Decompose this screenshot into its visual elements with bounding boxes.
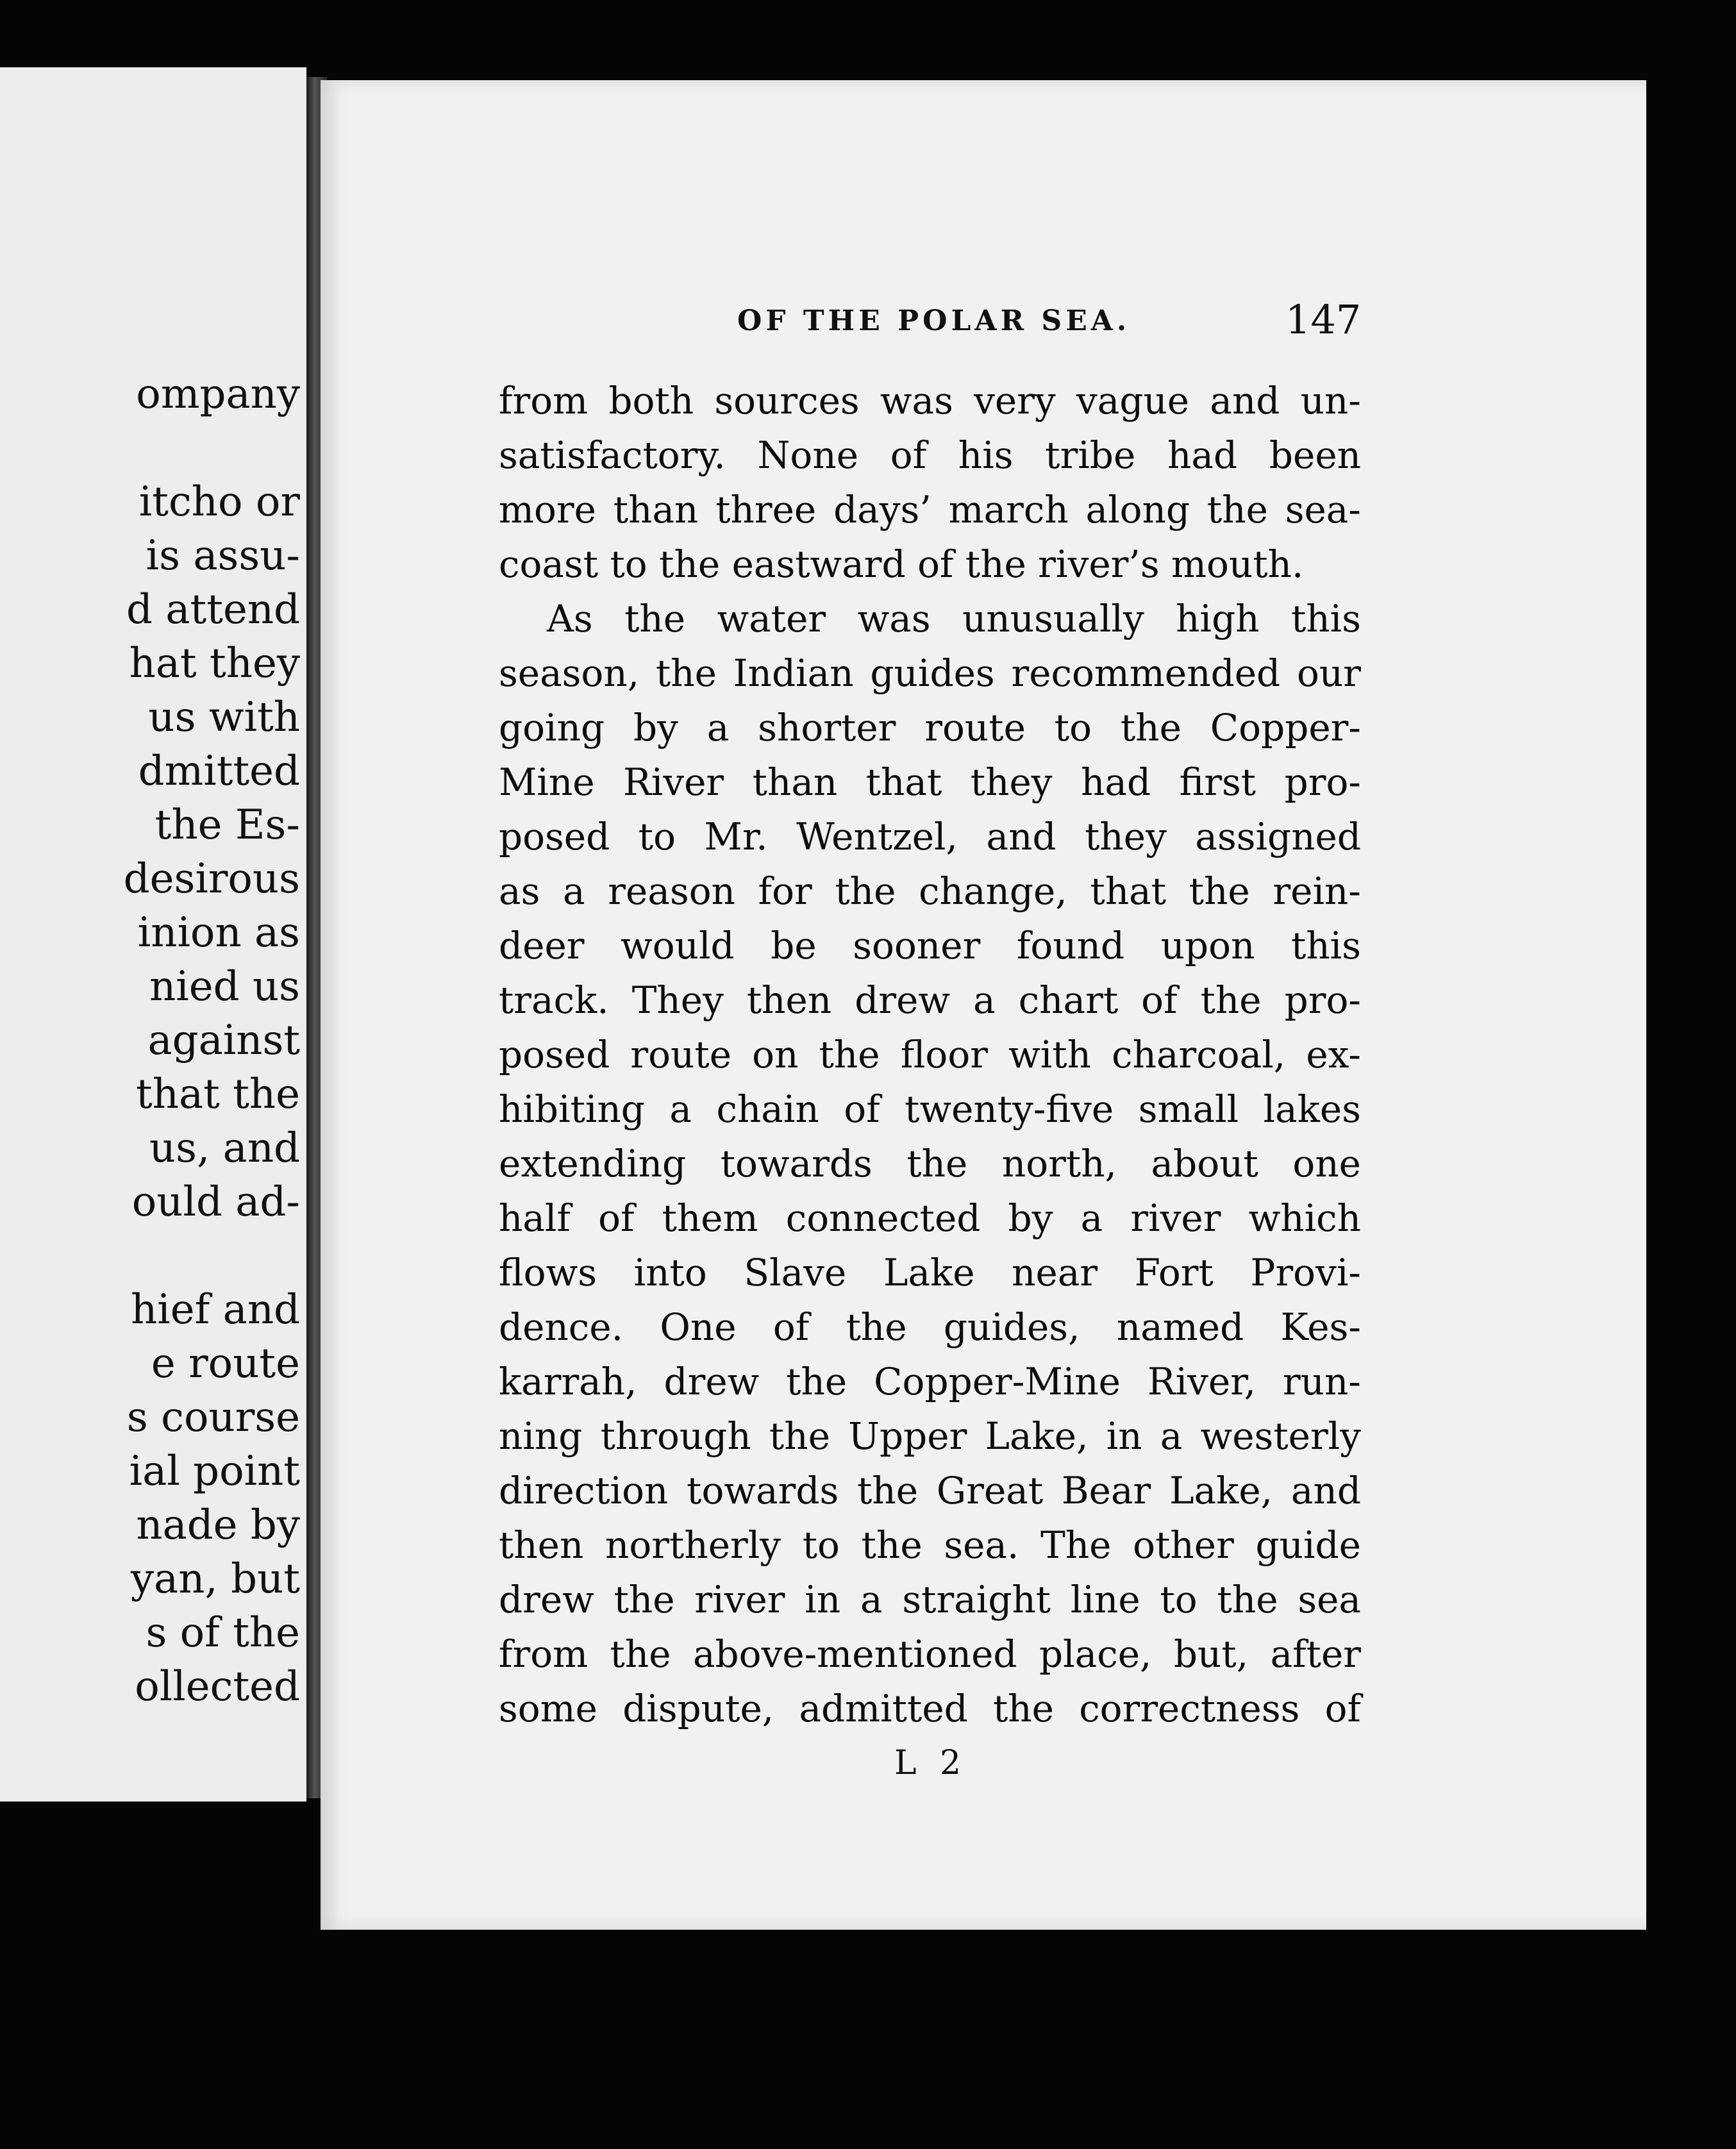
body-line: hibiting a chain of twenty-five small lakes — [499, 1087, 1361, 1131]
body-line: drew the river in a straight line to the sea — [499, 1578, 1361, 1621]
body-line: satisfactory. None of his tribe had been — [499, 433, 1361, 477]
body-line: going by a shorter route to the Copper- — [499, 706, 1361, 749]
body-line: season, the Indian guides recommended our — [499, 651, 1361, 695]
left-page-line: nade by — [136, 1501, 300, 1549]
left-page-line: ial point — [129, 1448, 300, 1495]
body-line: more than three days’ march along the sea- — [499, 488, 1361, 531]
left-page-line: hief and — [131, 1286, 300, 1334]
body-line: As the water was unusually high this — [547, 597, 1361, 640]
body-line: from the above-mentioned place, but, after — [499, 1632, 1361, 1676]
body-line: deer would be sooner found upon this — [499, 924, 1361, 967]
left-page-line: ollected — [135, 1663, 300, 1710]
left-page-line: s of the — [146, 1609, 300, 1657]
left-page-line: d attend — [126, 586, 300, 633]
left-page — [0, 67, 306, 1802]
body-line: some dispute, admitted the correctness of — [499, 1687, 1361, 1730]
body-line: half of them connected by a river which — [499, 1196, 1361, 1240]
body-line: track. They then drew a chart of the pro- — [499, 978, 1361, 1022]
left-page-line: us, and — [149, 1125, 300, 1172]
body-line: dence. One of the guides, named Kes- — [499, 1305, 1361, 1349]
left-page-line: itcho or — [138, 478, 300, 526]
body-line: posed route on the floor with charcoal, ex- — [499, 1033, 1361, 1076]
body-line: flows into Slave Lake near Fort Provi- — [499, 1251, 1361, 1294]
body-line: karrah, drew the Copper-Mine River, run- — [499, 1360, 1361, 1403]
body-line: coast to the eastward of the river’s mouth. — [499, 542, 1304, 586]
left-page-line: e route — [151, 1340, 300, 1387]
signature-mark: L 2 — [894, 1744, 968, 1782]
left-page-line: inion as — [137, 909, 300, 957]
left-page-line: s course — [126, 1394, 300, 1441]
left-page-line: against — [147, 1017, 300, 1064]
left-page-line: ould ad- — [131, 1178, 300, 1226]
left-page-line: ompany — [136, 371, 300, 418]
left-page-line: that the — [136, 1071, 300, 1118]
left-page-line: nied us — [149, 963, 300, 1010]
left-page-line: dmitted — [138, 748, 300, 795]
body-line: posed to Mr. Wentzel, and they assigned — [499, 815, 1361, 858]
left-page-line: hat they — [129, 640, 300, 687]
left-page-line: yan, but — [130, 1555, 300, 1603]
body-line: as a reason for the change, that the rein- — [499, 869, 1361, 913]
running-head: OF THE POLAR SEA. — [737, 305, 1131, 337]
left-page-line: desirous — [123, 855, 300, 903]
body-line: Mine River than that they had first pro- — [499, 760, 1361, 804]
page-number: 147 — [1285, 296, 1362, 343]
body-line: ning through the Upper Lake, in a westerly — [499, 1414, 1361, 1458]
left-page-line: the Es- — [154, 801, 300, 849]
left-page-line: is assu- — [146, 532, 300, 580]
left-page-line: us with — [148, 694, 300, 741]
body-line: from both sources was very vague and un- — [499, 379, 1361, 422]
body-line: extending towards the north, about one — [499, 1142, 1361, 1185]
body-line: direction towards the Great Bear Lake, and — [499, 1469, 1361, 1512]
body-line: then northerly to the sea. The other guide — [499, 1523, 1361, 1567]
